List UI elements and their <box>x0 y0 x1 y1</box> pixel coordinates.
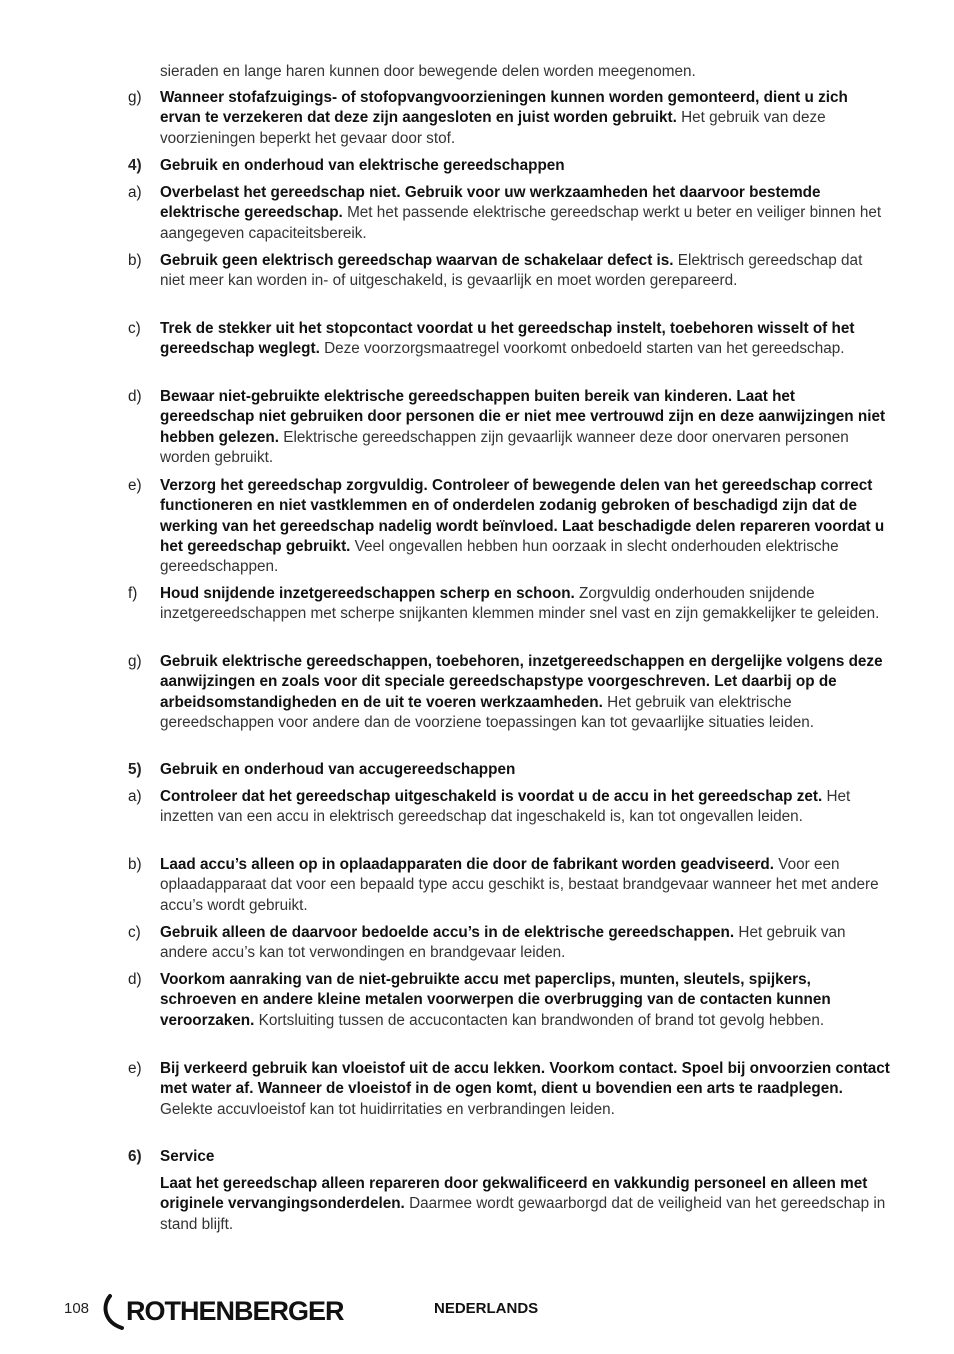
item-normal-text: Het gebruik van elektrische gereedschappen voor andere dan de voorziene toepassingen kan tot gevaarlijke situaties leiden. <box>160 693 814 731</box>
item-normal-text: Het gebruik van andere accu’s kan tot verwondingen en brandgevaar leiden. <box>160 924 846 962</box>
item-text <box>160 1147 890 1167</box>
item-text <box>160 652 890 733</box>
item-bold-text: Gebruik en onderhoud van elektrische gereedschappen <box>160 157 565 174</box>
item-text <box>160 584 890 625</box>
item-marker: d) <box>128 971 142 988</box>
item-normal-text: Elektrisch gereedschap dat niet meer kan worden in- of uitgeschakeld, is gevaarlijk en moet worden gerepareerd. <box>160 252 863 290</box>
page-footer <box>0 1290 954 1340</box>
item-marker: 4) <box>128 157 142 174</box>
item-bold-text: Overbelast het gereedschap niet. Gebruik voor uw werkzaamheden het daarvoor bestemde elektrische gereedschap. <box>160 184 821 222</box>
item-marker: e) <box>128 1060 142 1077</box>
item-bold-text: Service <box>160 1148 215 1165</box>
item-normal-text: Elektrische gereedschappen zijn gevaarlijk wanneer deze door onervaren personen worden gebruikt. <box>160 428 849 466</box>
item-bold-text: Controleer dat het gereedschap uitgeschakeld is voordat u de accu in het gereedschap zet. <box>160 788 823 805</box>
item-text <box>160 476 890 577</box>
item-text <box>160 1174 890 1235</box>
item-bold-text: Gebruik elektrische gereedschappen, toebehoren, inzetgereedschappen en dergelijke volgens deze aanwijzingen en zoals voor dit speciale gereedschapstype voorgeschreven. Let daarbij op de arbeidsomstandigheden en de uit te voeren werkzaamheden. <box>160 653 883 711</box>
item-marker: a) <box>128 788 142 805</box>
item-normal-text: Voor een oplaadapparaat dat voor een bepaald type accu geschikt is, bestaat brandgevaar wanneer het met andere accu’s wordt gebruikt. <box>160 856 879 914</box>
item-text <box>160 855 890 916</box>
brand-wordmark: ROTHENBERGER <box>126 1296 344 1326</box>
item-normal-text: Deze voorzorgsmaatregel voorkomt onbedoeld starten van het gereedschap. <box>324 340 845 358</box>
item-marker: c) <box>128 924 141 941</box>
item-normal-text: Het gebruik van deze voorzieningen beperkt het gevaar door stof. <box>160 109 826 147</box>
item-bold-text: Verzorg het gereedschap zorgvuldig. Controleer of bewegende delen van het gereedschap correct functioneren en niet vastklemmen en of onderdelen zodanig gebroken of beschadigd zijn dat de werking van het gereedschap nadelig wordt beïnvloed. Laat beschadigde delen repareren voordat u het gereedschap gebruikt. <box>160 477 885 555</box>
item-text <box>160 1059 890 1120</box>
item-bold-text: Bij verkeerd gebruik kan vloeistof uit de accu lekken. Voorkom contact. Spoel bij onvoorzien contact met water af. Wanneer de vloeistof in de ogen komt, dient u bovendien een arts te raadplegen. <box>160 1060 890 1098</box>
item-marker: 6) <box>128 1148 142 1165</box>
item-bold-text: Gebruik alleen de daarvoor bedoelde accu’s in de elektrische gereedschappen. <box>160 924 735 941</box>
item-text <box>160 183 890 244</box>
item-normal-text: Gelekte accuvloeistof kan tot huidirritaties en verbrandingen leiden. <box>160 1100 615 1118</box>
item-marker: e) <box>128 477 142 494</box>
item-marker: d) <box>128 388 142 405</box>
item-marker: 5) <box>128 761 142 778</box>
item-bold-text: Gebruik en onderhoud van accugereedschappen <box>160 761 516 778</box>
item-marker: c) <box>128 320 141 337</box>
item-marker: a) <box>128 184 142 201</box>
item-text <box>160 387 890 468</box>
item-marker: g) <box>128 89 142 106</box>
item-normal-text: Kortsluiting tussen de accucontacten kan brandwonden of brand tot gevolg hebben. <box>258 1011 825 1029</box>
item-bold-text: Laad accu’s alleen op in oplaadapparaten die door de fabrikant worden geadviseerd. <box>160 856 775 873</box>
item-normal-text: Het inzetten van een accu in elektrisch gereedschap dat ingeschakeld is, kan tot ongevallen leiden. <box>160 788 851 826</box>
item-normal-text: Daarmee wordt gewaarborgd dat de veiligheid van het gereedschap in stand blijft. <box>160 1195 886 1233</box>
item-bold-text: Bewaar niet-gebruikte elektrische gereedschappen buiten bereik van kinderen. Laat het gereedschap niet gebruiken door personen die er niet mee vertrouwd zijn en deze aanwijzingen niet hebben gelezen. <box>160 388 886 446</box>
item-text <box>160 156 890 176</box>
item-normal-text: Met het passende elektrische gereedschap werkt u beter en veiliger binnen het aangegeven capaciteitsbereik. <box>160 204 882 242</box>
item-bold-text: Gebruik geen elektrisch gereedschap waarvan de schakelaar defect is. <box>160 252 674 269</box>
item-normal-text: sieraden en lange haren kunnen door bewegende delen worden meegenomen. <box>160 63 696 80</box>
item-normal-text: Zorgvuldig onderhouden snijdende inzetgereedschappen met scherpe snijkanten klemmen minder snel vast en zijn gemakkelijker te geleiden. <box>160 585 880 623</box>
item-text <box>160 88 890 149</box>
item-text <box>160 62 890 82</box>
item-marker: b) <box>128 856 142 873</box>
item-bold-text: Wanneer stofafzuigings- of stofopvangvoorzieningen kunnen worden gemonteerd, dient u zich ervan te verzekeren dat deze zijn aangesloten en juist worden gebruikt. <box>160 89 848 127</box>
page-number: 108 <box>64 1300 90 1317</box>
item-text <box>160 319 890 360</box>
item-text <box>160 760 890 780</box>
item-text <box>160 923 890 964</box>
rothenberger-logo <box>100 1290 350 1330</box>
item-text <box>160 251 890 292</box>
item-text <box>160 787 890 828</box>
item-normal-text: Veel ongevallen hebben hun oorzaak in slecht onderhouden elektrische gereedschappen. <box>160 537 839 576</box>
item-marker: f) <box>128 585 138 602</box>
item-bold-text: Voorkom aanraking van de niet-gebruikte accu met paperclips, munten, sleutels, spijkers, schroeven en andere kleine metalen voorwerpen die overbrugging van de contacten kunnen veroorzaken. <box>160 971 831 1029</box>
item-bold-text: Trek de stekker uit het stopcontact voordat u het gereedschap instelt, toebehoren wisselt of het gereedschap weglegt. <box>160 320 855 358</box>
item-marker: g) <box>128 653 142 670</box>
item-text <box>160 970 890 1031</box>
item-bold-text: Laat het gereedschap alleen repareren door gekwalificeerd en vakkundig personeel en alleen met originele vervangingsonderdelen. <box>160 1175 868 1213</box>
item-marker: b) <box>128 252 142 269</box>
item-bold-text: Houd snijdende inzetgereedschappen scherp en schoon. <box>160 585 575 602</box>
language-label: NEDERLANDS <box>434 1300 539 1317</box>
